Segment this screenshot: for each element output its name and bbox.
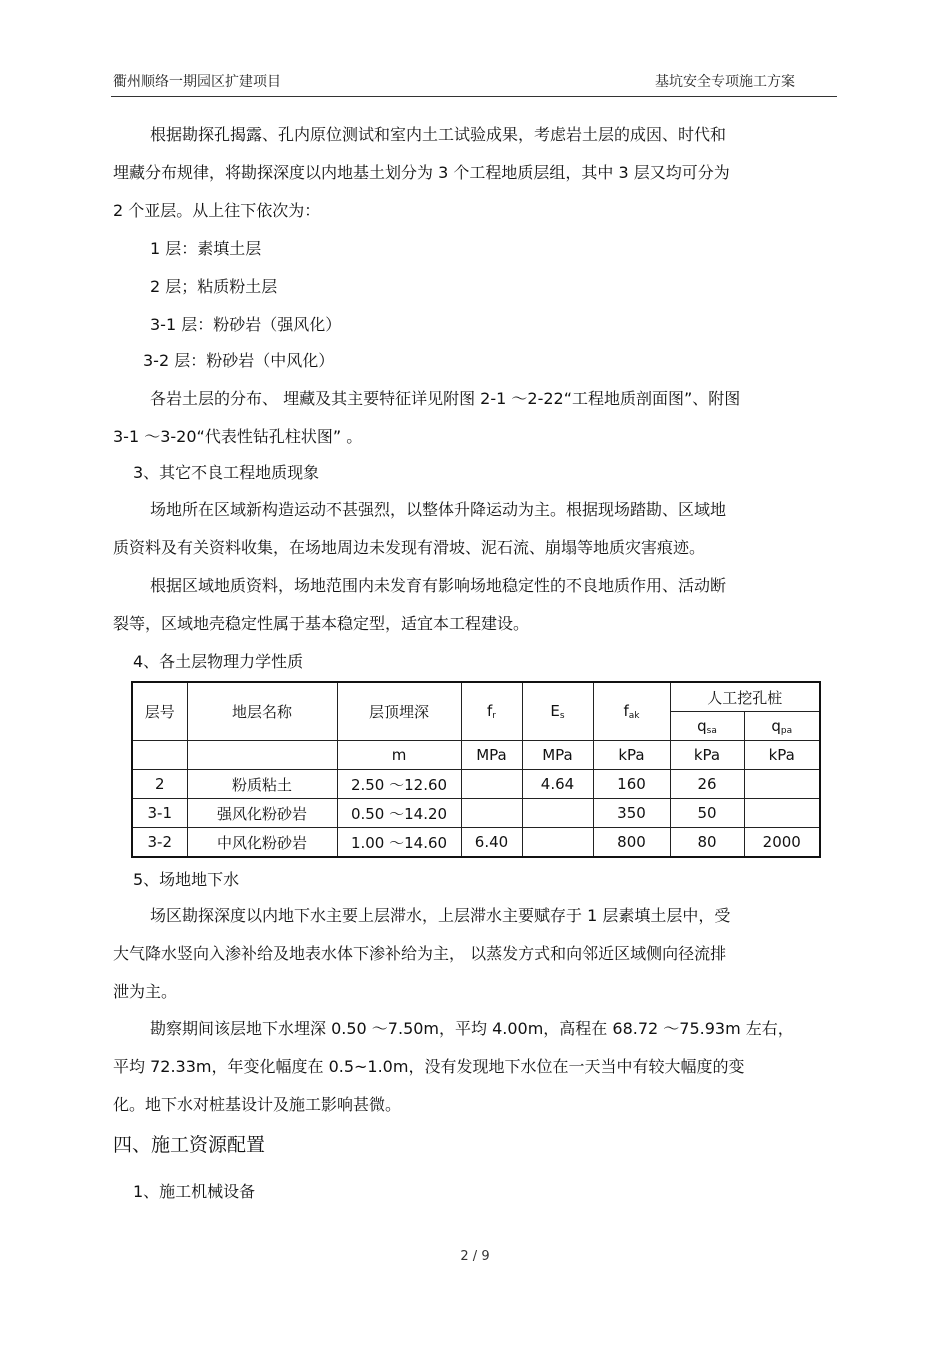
table-cell: 3-2 [132,828,187,858]
paragraph-line: 勘察期间该层地下水埋深 0.50 ～7.50m，平均 4.00m，高程在 68.72 ～75.93m 左右， [150,1019,794,1038]
table-cell [744,799,820,828]
unit-cell: MPa [461,741,522,770]
paragraph-line: 平均 72.33m，年变化幅度在 0.5~1.0m，没有发现地下水位在一天当中有较大幅度的变 [113,1057,745,1076]
table-cell: 3-1 [132,799,187,828]
table-header-row [132,682,820,712]
table-row [132,828,820,858]
table-cell: 50 [670,799,744,828]
page-number: 2 / 9 [460,1249,490,1264]
layer-item-3-1: 3-1 层：粉砂岩（强风化） [150,315,342,334]
paragraph-line: 大气降水竖向入渗补给及地表水体下渗补给为主， 以蒸发方式和向邻近区域侧向径流排 [113,944,727,963]
table-cell: 2 [132,770,187,799]
table-cell: 强风化粉砂岩 [187,799,337,828]
table-cell: 2.50 ～12.60 [337,770,461,799]
section-heading-5: 5、场地地下水 [133,870,240,889]
header-es: $E_s$ [522,682,593,741]
table-cell [522,799,593,828]
header-fr: $f_r$ [461,682,522,741]
table-cell: 2000 [744,828,820,858]
table-units-row [132,741,820,770]
section-heading-4: 4、各土层物理力学性质 [133,652,304,671]
header-qsa: $q_{sa}$ [670,712,744,741]
paragraph-line: 各岩土层的分布、 埋藏及其主要特征详见附图 2-1 ～2-22“工程地质剖面图”、附图 [150,389,741,408]
unit-cell: kPa [744,741,820,770]
header-fak: $f_{ak}$ [593,682,670,741]
table-cell [461,770,522,799]
table-cell [522,828,593,858]
header-project-title: 衢州顺络一期园区扩建项目 [113,74,281,90]
table-cell: 0.50 ～14.20 [337,799,461,828]
header-layer-name: 地层名称 [187,682,337,741]
layer-item-3-2: 3-2 层：粉砂岩（中风化） [143,351,335,370]
paragraph-line: 质资料及有关资料收集，在场地周边未发现有滑坡、泥石流、崩塌等地质灾害痕迹。 [113,538,706,557]
table-cell: 中风化粉砂岩 [187,828,337,858]
paragraph-line: 埋藏分布规律，将勘探深度以内地基土划分为 3 个工程地质层组，其中 3 层又均可分为 [113,163,730,182]
layer-item-1: 1 层：素填土层 [150,239,262,258]
table-row [132,770,820,799]
paragraph-line: 化。地下水对桩基设计及施工影响甚微。 [113,1095,402,1114]
header-manual-pile: 人工挖孔桩 [670,682,820,712]
header-qpa: $q_{pa}$ [744,712,820,741]
table-cell: 80 [670,828,744,858]
table-cell: 26 [670,770,744,799]
table-cell: 粉质粘土 [187,770,337,799]
chapter-heading: 四、施工资源配置 [113,1134,266,1156]
header-top-depth: 层顶埋深 [337,682,461,741]
paragraph-line: 泄为主。 [113,982,178,1001]
soil-properties-table [131,681,821,858]
paragraph-line: 3-1 ～3-20“代表性钻孔柱状图” 。 [113,427,363,446]
table-cell: 4.64 [522,770,593,799]
table-cell: 350 [593,799,670,828]
subsection-heading: 1、施工机械设备 [133,1182,256,1201]
table-cell: 1.00 ～14.60 [337,828,461,858]
table-cell [744,770,820,799]
table-row [132,799,820,828]
paragraph-line: 场地所在区域新构造运动不甚强烈，以整体升降运动为主。根据现场踏勘、区域地 [150,500,727,519]
table-cell: 800 [593,828,670,858]
paragraph-line: 2 个亚层。从上往下依次为： [113,201,321,220]
unit-cell [132,741,187,770]
header-rule [111,96,837,97]
unit-cell: kPa [593,741,670,770]
paragraph-line: 根据勘探孔揭露、孔内原位测试和室内土工试验成果，考虑岩土层的成因、时代和 [150,125,727,144]
paragraph-line: 根据区域地质资料，场地范围内未发育有影响场地稳定性的不良地质作用、活动断 [150,576,727,595]
paragraph-line: 裂等，区域地壳稳定性属于基本稳定型，适宜本工程建设。 [113,614,530,633]
unit-cell [187,741,337,770]
table-cell: 6.40 [461,828,522,858]
unit-cell: MPa [522,741,593,770]
unit-cell: m [337,741,461,770]
layer-item-2: 2 层；粘质粉土层 [150,277,278,296]
paragraph-line: 场区勘探深度以内地下水主要上层滞水，上层滞水主要赋存于 1 层素填土层中，受 [150,906,731,925]
header-document-title: 基坑安全专项施工方案 [655,74,795,90]
table-cell: 160 [593,770,670,799]
section-heading-3: 3、其它不良工程地质现象 [133,463,320,482]
header-layer-no: 层号 [132,682,187,741]
unit-cell: kPa [670,741,744,770]
table-cell [461,799,522,828]
